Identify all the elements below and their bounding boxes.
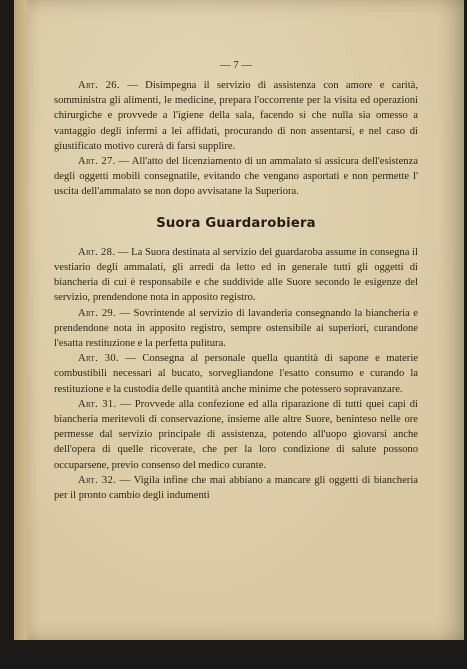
article-text: — Sovrintende al servizio di lavanderia consegnando la biancheria e prendendone nota in apposito registro, sempre ostensibile ai superiori, curandone l'esatta restituzione e la perfetta pulitura.	[54, 307, 418, 350]
article-text: — All'atto del licenziamento di un ammalato si assicura dell'esistenza degli oggetti mobili consegnatile, evitando che vengano asportati e non permette l' uscita dell'ammalato se non dopo avvisatane la Superiora.	[54, 156, 418, 198]
article-31	[54, 397, 418, 473]
article-label: Art. 27.	[78, 156, 116, 168]
article-26	[54, 78, 418, 154]
article-label: Art. 32.	[78, 474, 117, 486]
article-label: Art. 30.	[78, 353, 119, 365]
page-number: — 7 —	[220, 60, 252, 71]
article-label: Art. 29.	[78, 307, 116, 319]
article-text: — Consegna al personale quella quantità di sapone e materie combustibili necessari al bucato, sorvegliandone l'esatto consumo e curando la restituzione e la custodia delle quantità anche minime che potessero sopravanzare.	[54, 353, 418, 395]
article-28	[54, 245, 418, 306]
article-32	[54, 473, 418, 503]
page-gutter-shadow	[14, 0, 30, 640]
article-text: — Vigila infine che mai abbiano a mancare gli oggetti di biancheria per il pronto cambio degli indumenti	[54, 474, 418, 502]
document-page	[14, 0, 464, 640]
section-heading: Suora Guardarobiera	[156, 215, 316, 231]
article-label: Art. 26.	[78, 80, 120, 91]
article-29	[54, 306, 418, 352]
article-text: — Provvede alla confezione ed alla riparazione di tutti quei capi di biancheria meritevoli di conservazione, insieme alle altre Suore, beninteso nelle ore permesse dal servizio principale di assistenza, potendo all'uopo giovarsi anche dell'opera di quelle ricoverate, che per la loro condizione di salute possono occuparsene, previo consenso del medico curante.	[54, 398, 418, 471]
article-label: Art. 28.	[78, 246, 116, 258]
article-text: — Disimpegna il servizio di assistenza con amore e carità, somministra gli alimenti, le medicine, prepara l'occorrente per la visita ed operazioni chirurgiche e provvede a l'igiene della sala, facendo sì che nulla sia omesso a vantaggio degli infermi a lei affidati, procurando di non assentarsi, e nel caso di giustificato motivo curerà di farsi supplire.	[54, 80, 418, 152]
article-30	[54, 351, 418, 397]
page-body	[54, 78, 418, 503]
article-label: Art. 31.	[78, 398, 117, 410]
article-27	[54, 154, 418, 200]
article-text: — La Suora destinata al servizio del guardaroba assume in consegna il vestiario degli ammalati, gli arredi da letto ed in generale tutti gli oggetti di biancheria di cui è responsabile e che suddivide alle Suore secondo le esigenze del servizio, prendendone nota in apposito registro.	[54, 246, 418, 304]
